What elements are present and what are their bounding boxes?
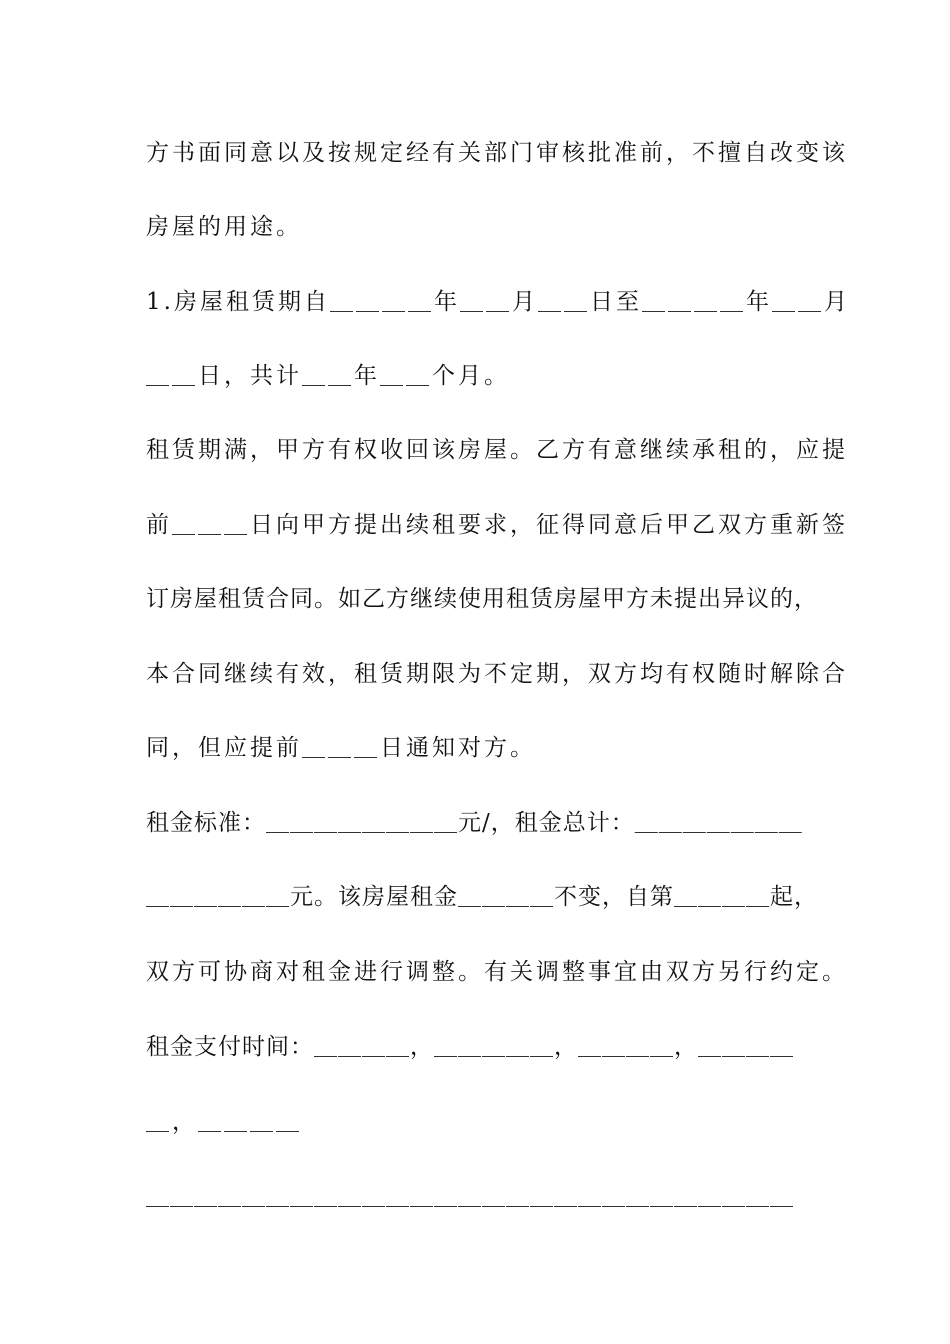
paragraph-line: 租赁期满，甲方有权收回该房屋。乙方有意继续承租的，应提 [146, 437, 848, 463]
payment-time-line: ＿，＿＿＿＿ [146, 1109, 302, 1135]
lease-term-line: 1.房屋租赁期自＿＿＿＿年＿＿月＿＿日至＿＿＿＿年＿＿月 [146, 289, 850, 315]
paragraph-line: 本合同继续有效，租赁期限为不定期，双方均有权随时解除合 [146, 661, 848, 687]
blank-underline: ＿＿＿＿＿＿＿＿＿＿＿＿＿＿＿＿＿＿＿＿＿＿＿＿＿＿＿ [146, 1184, 794, 1210]
paragraph-line: 同，但应提前＿＿＿日通知对方。 [146, 735, 536, 761]
paragraph-line: 订房屋租赁合同。如乙方继续使用租赁房屋甲方未提出异议的， [146, 586, 818, 612]
paragraph-line: 双方可协商对租金进行调整。有关调整事宜由双方另行约定。 [146, 959, 848, 985]
rent-standard-line: ＿＿＿＿＿＿元。该房屋租金＿＿＿＿不变，自第＿＿＿＿起， [146, 884, 818, 910]
rent-standard-line: 租金标准：＿＿＿＿＿＿＿＿元/，租金总计：＿＿＿＿＿＿＿ [146, 810, 803, 836]
paragraph-line: 房屋的用途。 [146, 214, 302, 240]
payment-time-line: 租金支付时间：＿＿＿＿，＿＿＿＿＿，＿＿＿＿，＿＿＿＿ [146, 1034, 794, 1060]
paragraph-line: 方书面同意以及按规定经有关部门审核批准前，不擅自改变该 [146, 140, 848, 166]
lease-term-line: ＿＿日，共计＿＿年＿＿个月。 [146, 363, 510, 389]
paragraph-line: 前＿＿＿日向甲方提出续租要求，征得同意后甲乙双方重新签 [146, 512, 848, 538]
